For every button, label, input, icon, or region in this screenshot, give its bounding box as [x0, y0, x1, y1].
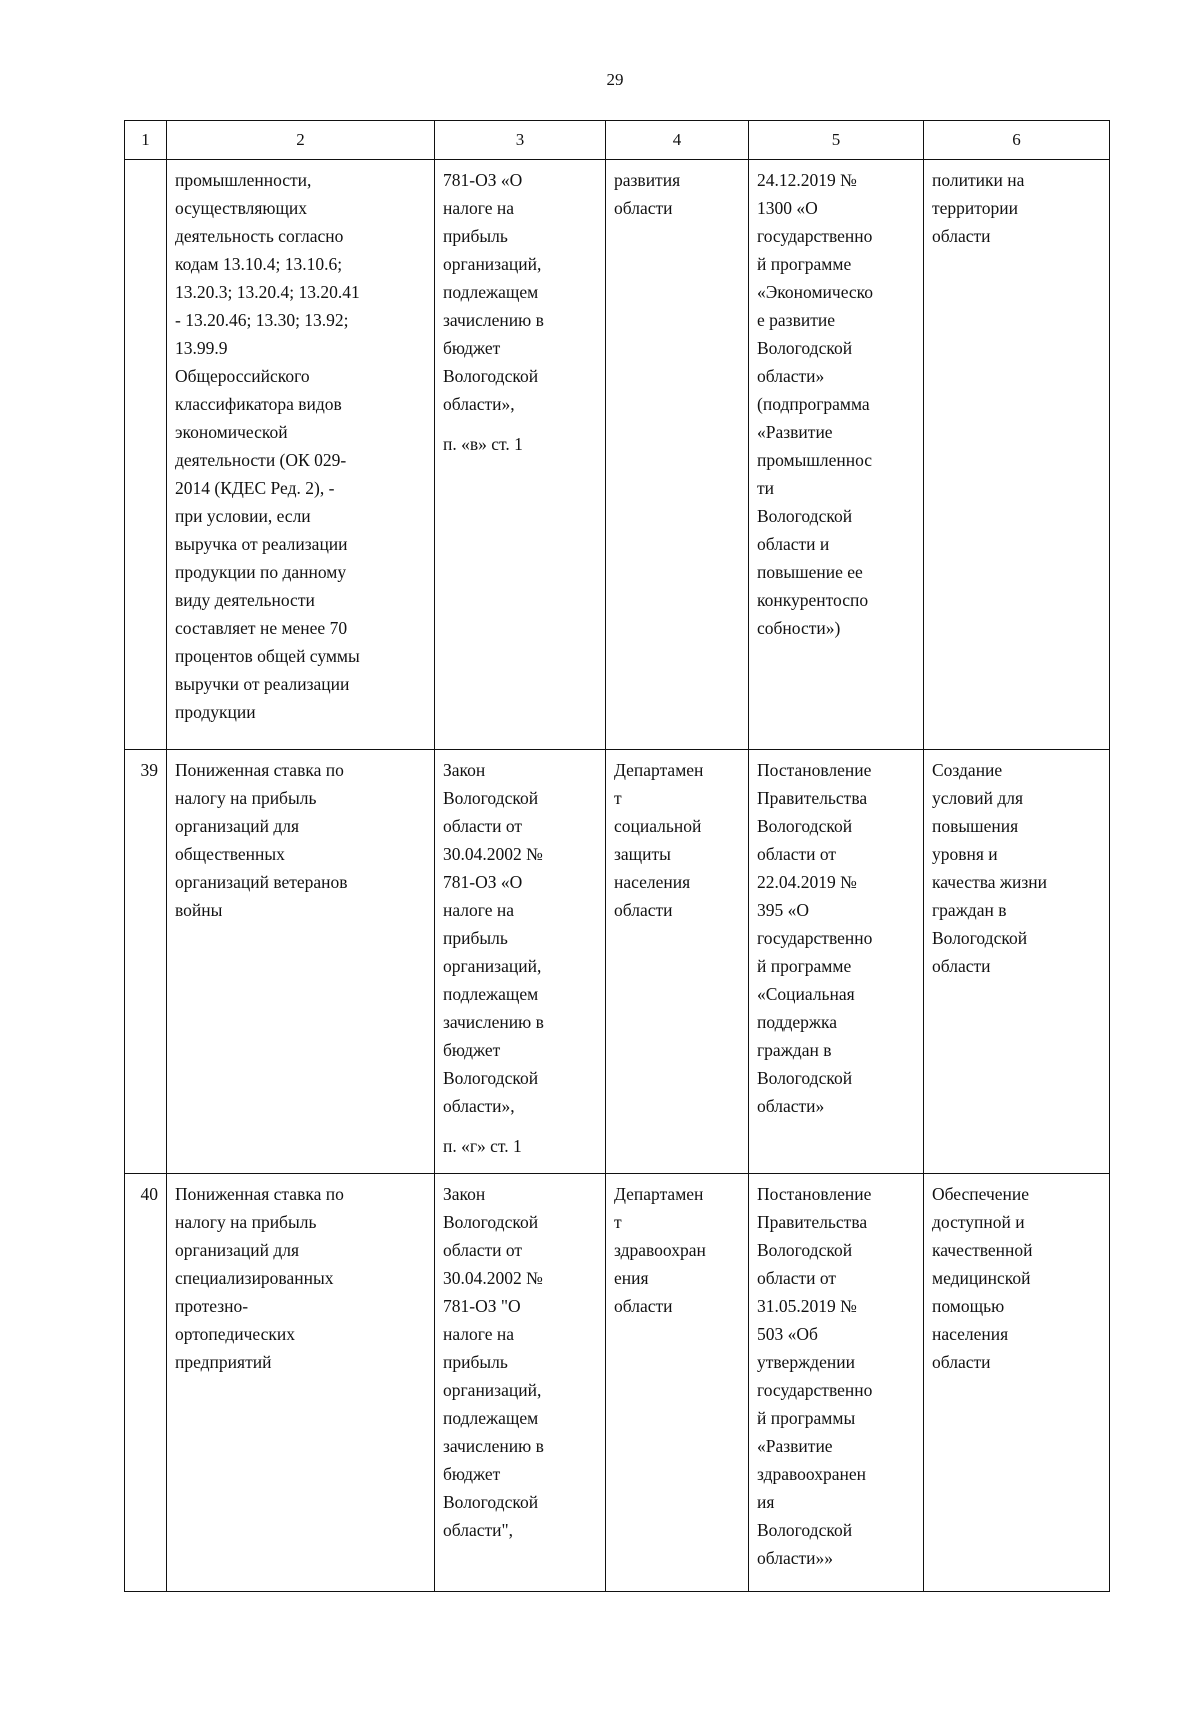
department-text: развития области [614, 170, 681, 218]
program-text: Постановление Правительства Вологодской области от 31.05.2019 № 503 «Об утверждении государственно й программы «Развитие здравоохранен ия Вологодской области»» [757, 1184, 873, 1568]
column-header: 2 [167, 121, 435, 160]
department-cell [606, 160, 749, 750]
program-text: Постановление Правительства Вологодской области от 22.04.2019 № 395 «О государственно й программе «Социальная поддержка граждан в Вологодской области» [757, 760, 873, 1116]
department-cell [606, 750, 749, 1174]
department-text: Департамен т здравоохран ения области [614, 1184, 706, 1316]
law-cell [435, 750, 606, 1174]
benefit-cell [167, 160, 435, 750]
department-cell [606, 1174, 749, 1592]
law-cell [435, 160, 606, 750]
law-text: 781-ОЗ «О налоге на прибыль организаций, подлежащем зачислению в бюджет Вологодской области», [443, 170, 544, 414]
program-cell [749, 750, 924, 1174]
table-row [125, 1174, 1110, 1592]
benefit-text: промышленности, осуществляющих деятельность согласно кодам 13.10.4; 13.10.6; 13.20.3; 13.20.4; 13.20.41 - 13.20.46; 13.30; 13.92; 13.99.9 Общероссийского классификатора видов экономической деятельности (ОК 029- 2014 (КДЕС Ред. 2), - при условии, если выручка от реализации продукции по данному виду деятельности составляет не менее 70 процентов общей суммы выручки от реализации продукции [175, 170, 360, 722]
table-row [125, 160, 1110, 750]
column-header: 5 [749, 121, 924, 160]
row-number: 40 [125, 1174, 167, 1592]
row-number: 39 [125, 750, 167, 1174]
law-text: Закон Вологодской области от 30.04.2002 № 781-ОЗ "О налоге на прибыль организаций, подлежащем зачислению в бюджет Вологодской области", [443, 1184, 544, 1540]
department-text: Департамен т социальной защиты населения области [614, 760, 704, 920]
law-text: Закон Вологодской области от 30.04.2002 № 781-ОЗ «О налоге на прибыль организаций, подлежащем зачислению в бюджет Вологодской области», [443, 760, 544, 1116]
column-header: 3 [435, 121, 606, 160]
table-row [125, 750, 1110, 1174]
benefit-cell [167, 1174, 435, 1592]
program-cell [749, 1174, 924, 1592]
goal-cell [924, 160, 1110, 750]
goal-cell [924, 1174, 1110, 1592]
column-header: 6 [924, 121, 1110, 160]
program-cell [749, 160, 924, 750]
law-note: п. «г» ст. 1 [443, 1136, 522, 1156]
benefit-text: Пониженная ставка по налогу на прибыль организаций для общественных организаций ветеранов войны [175, 760, 348, 920]
column-header: 4 [606, 121, 749, 160]
program-text: 24.12.2019 № 1300 «О государственно й программе «Экономическо е развитие Вологодской области» (подпрограмма «Развитие промышленнос ти Вологодской области и повышение ее конкурентоспо собности») [757, 170, 874, 638]
benefits-table [124, 120, 1110, 1592]
goal-cell [924, 750, 1110, 1174]
column-header: 1 [125, 121, 167, 160]
goal-text: Обеспечение доступной и качественной медицинской помощью населения области [932, 1184, 1033, 1372]
goal-text: политики на территории области [932, 170, 1025, 246]
law-cell [435, 1174, 606, 1592]
row-number [125, 160, 167, 750]
goal-text: Создание условий для повышения уровня и качества жизни граждан в Вологодской области [932, 760, 1047, 976]
law-note: п. «в» ст. 1 [443, 434, 523, 454]
page-number: 29 [606, 70, 624, 89]
benefit-text: Пониженная ставка по налогу на прибыль организаций для специализированных протезно- ортопедических предприятий [175, 1184, 344, 1372]
benefit-cell [167, 750, 435, 1174]
table-header-row [125, 121, 1110, 160]
